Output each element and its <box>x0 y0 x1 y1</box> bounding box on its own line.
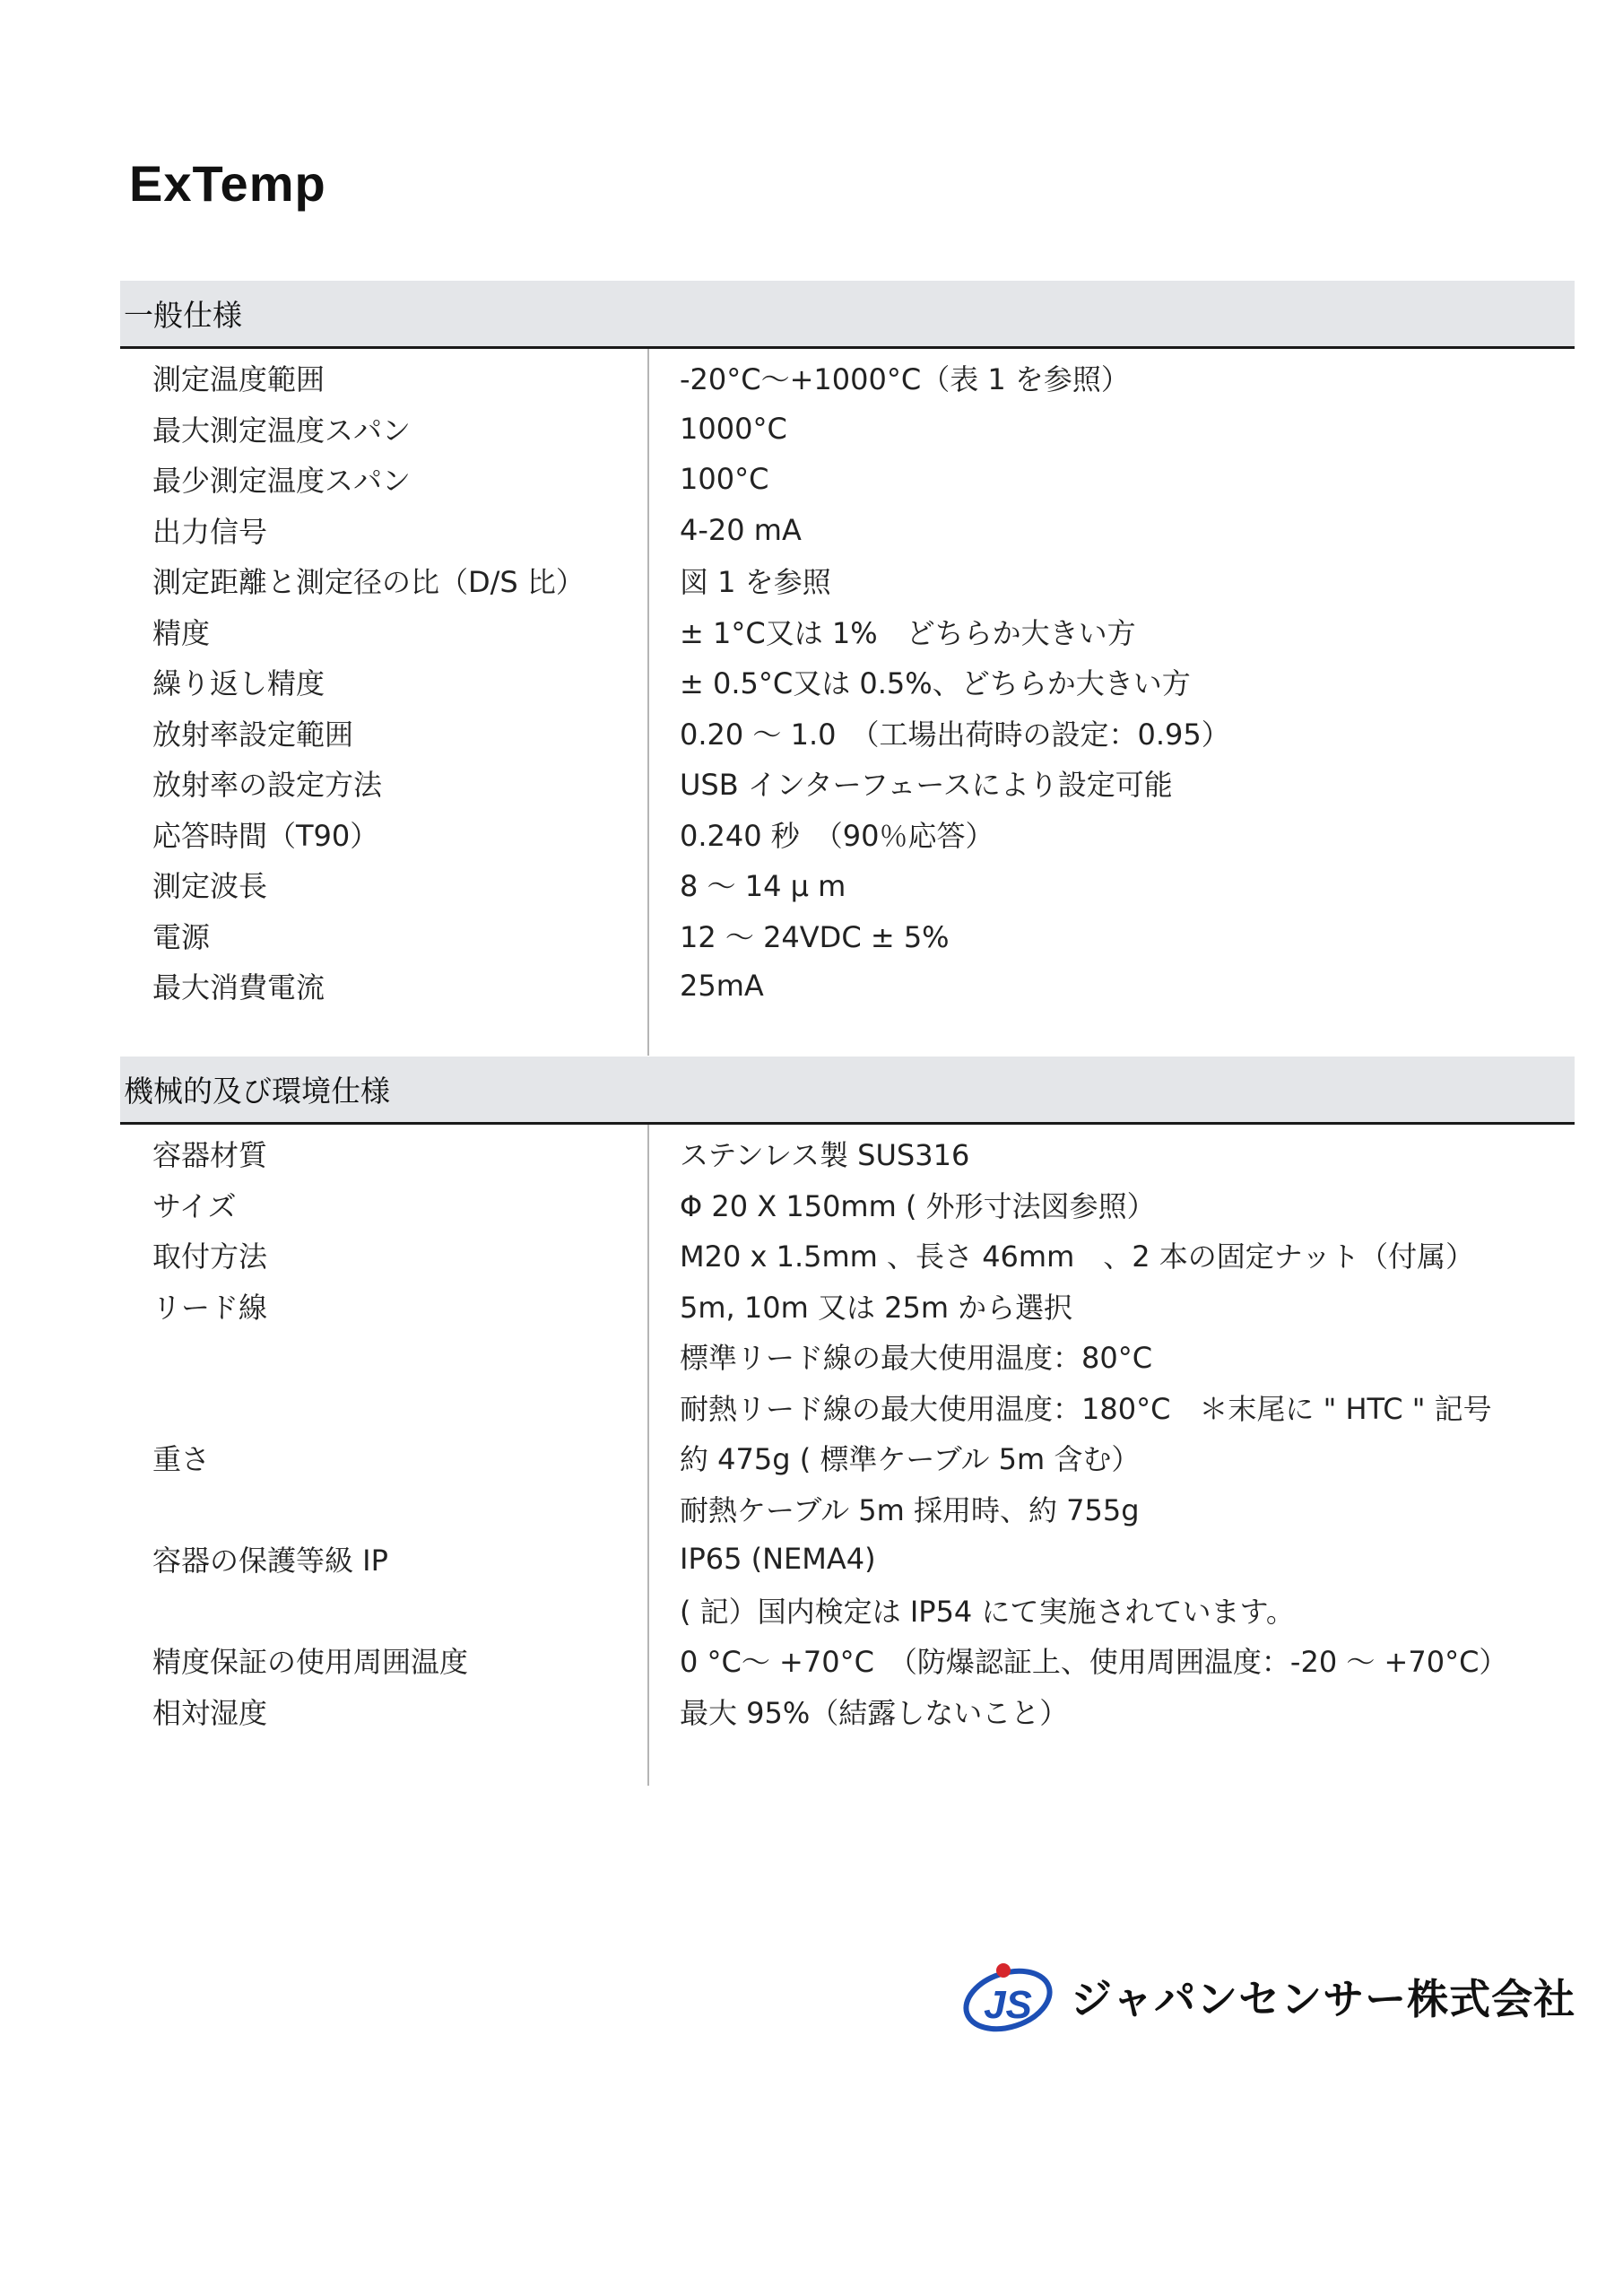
section-header: 一般仕様 <box>120 281 1575 349</box>
spec-value: 1000°C <box>680 411 787 446</box>
column-divider <box>647 349 649 1056</box>
spec-label: 精度 <box>152 615 211 650</box>
spec-row <box>120 1534 1575 1585</box>
page-title: ExTemp <box>129 155 326 212</box>
spec-label: 最大消費電流 <box>152 970 325 1005</box>
spec-row <box>120 1432 1575 1483</box>
spec-label: 容器の保護等級 IP <box>152 1544 388 1578</box>
spec-row <box>120 1128 1575 1179</box>
spec-row <box>120 1331 1575 1382</box>
spec-value: 0.240 秒 （90％応答） <box>680 818 994 853</box>
company-name: ジャパンセンサー株式会社 <box>1071 1975 1576 2023</box>
spec-value: IP65 (NEMA4) <box>680 1542 876 1577</box>
spec-label: 応答時間（T90） <box>152 818 379 853</box>
spec-row <box>120 1382 1575 1433</box>
spec-label: 最少測定温度スパン <box>152 464 412 499</box>
spec-row <box>120 352 1575 404</box>
spec-row <box>120 505 1575 556</box>
spec-value: 図 1 を参照 <box>680 565 831 600</box>
general-spec-section <box>120 281 1575 1056</box>
spec-value: 耐熱リード線の最大使用温度：180°C ＊末尾に " HTC " 記号 <box>680 1391 1492 1426</box>
spec-value: ± 0.5°C又は 0.5%、どちらか大きい方 <box>680 666 1191 701</box>
spec-row <box>120 708 1575 759</box>
spec-row <box>120 606 1575 657</box>
spec-row <box>120 1635 1575 1686</box>
spec-value: 25mA <box>680 969 764 1004</box>
logo-mark-text: JS <box>984 1983 1032 2027</box>
spec-row <box>120 758 1575 809</box>
spec-row <box>120 859 1575 910</box>
spec-value: 0 °C～ +70°C （防爆認証上、使用周囲温度：-20 ～ +70°C） <box>680 1645 1508 1680</box>
spec-row <box>120 1686 1575 1737</box>
spec-row <box>120 1179 1575 1231</box>
spec-row <box>120 404 1575 455</box>
spec-label: 放射率設定範囲 <box>152 717 354 752</box>
spec-label: 重さ <box>152 1442 211 1477</box>
column-divider <box>647 1125 649 1786</box>
spec-value: 標準リード線の最大使用温度：80°C <box>680 1341 1153 1376</box>
spec-label: サイズ <box>152 1188 237 1223</box>
spec-value: 最大 95%（結露しないこと） <box>680 1695 1069 1730</box>
spec-value: 100°C <box>680 462 769 497</box>
spec-row <box>120 657 1575 708</box>
spec-label: 容器材質 <box>152 1138 268 1173</box>
spec-label: 出力信号 <box>152 514 268 549</box>
spec-label: 測定波長 <box>152 869 268 904</box>
spec-value: 約 475g ( 標準ケーブル 5m 含む） <box>680 1442 1141 1477</box>
spec-value: ( 記）国内検定は IP54 にて実施されています。 <box>680 1594 1295 1629</box>
spec-label: 測定温度範囲 <box>152 362 325 397</box>
spec-value: 0.20 ～ 1.0 （工場出荷時の設定：0.95） <box>680 717 1230 752</box>
spec-row <box>120 1281 1575 1332</box>
mechanical-environmental-spec-section <box>120 1057 1575 1786</box>
spec-value: ステンレス製 SUS316 <box>680 1138 970 1173</box>
spec-row <box>120 809 1575 860</box>
spec-row <box>120 555 1575 606</box>
spec-label: 最大測定温度スパン <box>152 413 412 448</box>
japan-sensor-logo-icon <box>961 1959 1055 2034</box>
spec-table <box>120 1125 1575 1786</box>
spec-value: -20°C～+1000°C（表 1 を参照） <box>680 362 1130 397</box>
spec-value: ± 1°C又は 1% どちらか大きい方 <box>680 615 1136 650</box>
spec-row <box>120 454 1575 505</box>
spec-row <box>120 1585 1575 1636</box>
spec-label: 取付方法 <box>152 1239 268 1274</box>
company-logo <box>961 1955 1575 2038</box>
spec-label: 測定距離と測定径の比（D/S 比） <box>152 565 585 600</box>
spec-value: 8 ～ 14 μ m <box>680 869 846 904</box>
spec-label: リード線 <box>152 1290 268 1325</box>
spec-value: 4-20 mA <box>680 512 802 547</box>
spec-table <box>120 349 1575 1056</box>
spec-value: 12 ～ 24VDC ± 5% <box>680 919 950 954</box>
spec-value: M20 x 1.5mm 、長さ 46mm 、2 本の固定ナット（付属） <box>680 1239 1475 1274</box>
spec-label: 繰り返し精度 <box>152 666 325 701</box>
spec-row <box>120 1483 1575 1535</box>
spec-row <box>120 910 1575 961</box>
section-header: 機械的及び環境仕様 <box>120 1057 1575 1125</box>
spec-label: 精度保証の使用周囲温度 <box>152 1645 469 1680</box>
spec-row <box>120 961 1575 1012</box>
spec-value: 耐熱ケーブル 5m 採用時、約 755g <box>680 1492 1140 1527</box>
spec-value: USB インターフェースにより設定可能 <box>680 768 1173 803</box>
spec-label: 相対湿度 <box>152 1695 268 1730</box>
spec-label: 放射率の設定方法 <box>152 768 383 803</box>
spec-label: 電源 <box>152 919 211 954</box>
spec-value: Φ 20 X 150mm ( 外形寸法図参照） <box>680 1188 1156 1223</box>
spec-value: 5m, 10m 又は 25m から選択 <box>680 1290 1073 1325</box>
spec-row <box>120 1230 1575 1281</box>
